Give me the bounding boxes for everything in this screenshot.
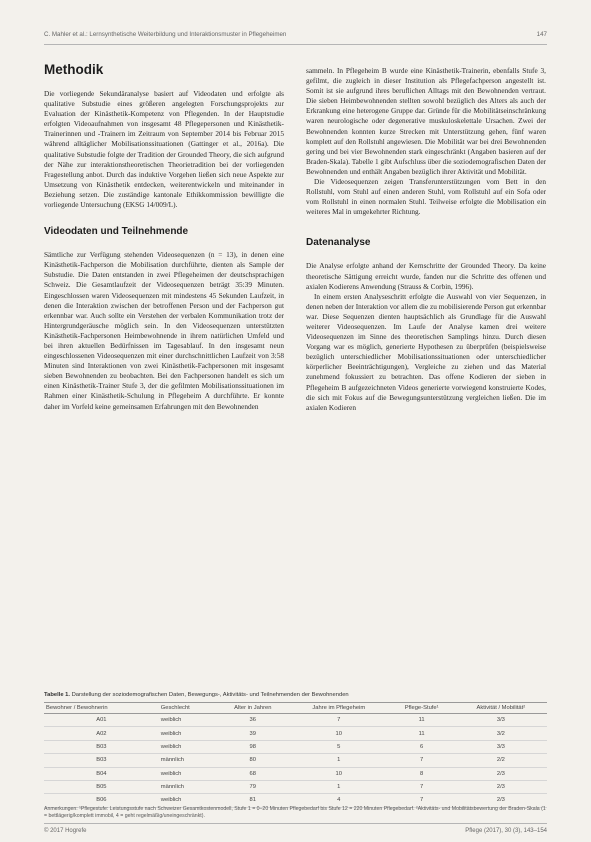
table-cell: weiblich <box>159 794 217 807</box>
table-row <box>44 740 547 753</box>
table-cell: B06 <box>44 794 159 807</box>
section-title-datenanalyse: Datenanalyse <box>306 237 371 249</box>
table-cell: 98 <box>217 740 289 753</box>
table-cell: 7 <box>389 794 455 807</box>
table-row <box>44 767 547 780</box>
table-cell: 7 <box>389 780 455 793</box>
table-cell: männlich <box>159 754 217 767</box>
section-title-videodaten: Videodaten und Teilnehmende <box>44 226 189 238</box>
table-header-row <box>44 703 547 714</box>
table-row <box>44 727 547 740</box>
table-header-cell: Pflege-Stufe¹ <box>389 703 455 714</box>
footer-citation: Pflege (2017), 30 (3), 143–154 <box>465 828 547 834</box>
table-1 <box>44 692 547 808</box>
table-cell: 79 <box>217 780 289 793</box>
table-cell: weiblich <box>159 767 217 780</box>
table-cell: 68 <box>217 767 289 780</box>
table-cell: B05 <box>44 780 159 793</box>
section-title-methodik: Methodik <box>44 62 104 77</box>
table-cell: 3/3 <box>455 740 547 753</box>
header-rule <box>44 44 547 45</box>
table-row <box>44 780 547 793</box>
table-header-cell: Aktivität / Mobilität² <box>455 703 547 714</box>
footer-copyright: © 2017 Hogrefe <box>44 828 87 834</box>
table-cell: 2/3 <box>455 780 547 793</box>
right-paragraph-1: sammeln. In Pflegeheim B wurde eine Kinästhetik-Trainerin, ebenfalls Stufe 3, gefilmt, die zugleich in dieser Institution als Pflegefachperson angestellt ist. Somit ist sie aufgrund ihres beruflichen Alltags mit den Bewohnenden vertraut. Die sieben Heimbewohnenden stellten sowohl bezüglich des Alters als auch der Erkrankung eine heterogene Gruppe dar. Gründe für die Mobilitätseinschränkung waren neurologische oder degenerative muskuloskelettale Ursachen. Zwei der Bewohnenden konnten kurze Strecken mit Unterstützung gehen, fünf waren komplett auf den Rollstuhl angewiesen. Die Mobilität war bei drei Bewohnenden gering und bei vier Bewohnenden stark eingeschränkt (Angaben basieren auf der Braden-Skala). Tabelle 1 gibt Aufschluss über die soziodemografischen Daten der Bewohnenden und enthält Angaben bezüglich ihrer Aktivität und Mobilität. <box>306 66 546 176</box>
table-cell: A02 <box>44 727 159 740</box>
right-column <box>306 66 546 413</box>
table-cell: 36 <box>217 714 289 727</box>
table-cell: 10 <box>289 727 389 740</box>
table-caption <box>44 692 547 698</box>
table-header-cell: Alter in Jahren <box>217 703 289 714</box>
table-cell: 6 <box>389 740 455 753</box>
table-cell: 7 <box>289 714 389 727</box>
left-column <box>44 62 284 412</box>
table-header-cell: Geschlecht <box>159 703 217 714</box>
table-cell: 1 <box>289 754 389 767</box>
running-head-title: C. Mahler et al.: Lernsynthetische Weiterbildung und Interaktionsmuster in Pflegeheimen <box>44 31 287 38</box>
table-cell: weiblich <box>159 714 217 727</box>
table-cell: 2/2 <box>455 754 547 767</box>
table-caption-text: Darstellung der soziodemografischen Daten, Bewegungs-, Aktivitäts- und Teilnehmenden der Bewohnenden <box>71 692 349 698</box>
table-row <box>44 714 547 727</box>
footer-rule <box>44 823 547 824</box>
page-footer <box>44 828 547 834</box>
table-cell: 39 <box>217 727 289 740</box>
table-cell: 8 <box>389 767 455 780</box>
table-caption-label: Tabelle 1. <box>44 692 70 698</box>
table-cell: 11 <box>389 727 455 740</box>
table-header-cell: Jahre im Pflegeheim <box>289 703 389 714</box>
table-cell: A01 <box>44 714 159 727</box>
datenanalyse-paragraph-2: In einem ersten Analyseschritt erfolgte die Auswahl von vier Sequenzen, in denen neben der Interaktion vor allem die zu mobilisierende Person gut erkennbar war. Diese Sequenzen dienten hauptsächlich als Grundlage für die Auswahl weiterer Videosequenzen. Im Laufe der Analyse kamen drei weitere Videosequenzen im Sinne des theoretischen Samplings hinzu. Durch diesen Vorgang war es möglich, generierte Hypothesen zu überprüfen (beispielsweise bezüglich unterschiedlicher Mobilisationssituationen oder unterschiedlicher körperlicher Beeinträchtigungen), Vergleiche zu ziehen und das Material zunehmend fokussiert zu betrachten. Das offene Kodieren der sieben in Pflegeheim B aufgezeichneten Videos generierte vorwiegend konstruierte Kodes, die sich mit Fokus auf die Bewegungsunterstützung vergleichen ließen. Die im axialen Kodieren <box>306 291 546 412</box>
page-number: 147 <box>536 31 547 38</box>
demographics-table <box>44 702 547 808</box>
datenanalyse-paragraph-1: Die Analyse erfolgte anhand der Kernschritte der Grounded Theory. Da keine theoretische Sättigung erreicht wurde, fanden nur die Schritte des offenen und axialen Kodierens Anwendung (Strauss & Corbin, 1996). <box>306 261 546 291</box>
table-cell: 2/3 <box>455 767 547 780</box>
table-cell: 10 <box>289 767 389 780</box>
table-header-cell: Bewohner / Bewohnerin <box>44 703 159 714</box>
table-cell: 5 <box>289 740 389 753</box>
table-cell: 11 <box>389 714 455 727</box>
table-cell: 2/3 <box>455 794 547 807</box>
table-cell: 3/3 <box>455 714 547 727</box>
table-row <box>44 754 547 767</box>
table-cell: 1 <box>289 780 389 793</box>
table-cell: B04 <box>44 767 159 780</box>
table-cell: 80 <box>217 754 289 767</box>
methodik-paragraph: Die vorliegende Sekundäranalyse basiert auf Videodaten und erfolgte als qualitative Substudie eines größeren angelegten Forschungsprojekts zur Evaluation der Kinästhetik-Kompetenz von Pflegenden. In der Hauptstudie erfolgten Videoaufnahmen von insgesamt 48 Pflegepersonen und Kinästhetik-Trainerinnen und -Trainern im Zeitraum von September 2014 bis Februar 2015 während alltäglicher Mobilisationssituationen (Gattinger et al., 2016a). Die qualitative Substudie folgte der Tradition der Grounded Theory, die sich aufgrund der Nähe zur interaktionstheoretischen Theorietradition bei der vorliegenden Fragestellung anbot. Durch das induktive Vorgehen ließen sich neue Aspekte zur Umsetzung von Kinästhetik entdecken, weiterentwickeln und miteinander in Beziehung setzen. Die zuständige kantonale Ethikkommission bewilligte die vorliegende Untersuchung (EKSG 14/009/L). <box>44 89 284 210</box>
table-footnote: Anmerkungen: ¹Pflegestufe: Leistungsstufe nach Schweizer Gesamtkostenmodell, Stufe 1 = 0–20 Minuten Pflegebedarf bis Stufe 12 = 220 Minuten Pflegebedarf. ²Aktivitäts- und Mobilitätsbewertung der Braden-Skala (1 = bettlägerig/komplett immobil, 4 = geht regelmäßig/uneingeschränkt). <box>44 806 546 819</box>
running-head <box>44 31 547 38</box>
table-cell: 81 <box>217 794 289 807</box>
right-paragraph-2: Die Videosequenzen zeigen Transferunterstützungen vom Bett in den Rollstuhl, vom Stuhl auf einen anderen Stuhl, vom Rollstuhl auf ein Sofa oder vom Rollstuhl in einen normalen Stuhl. Teilweise erfolgte die Mobilisation ein weiteres Mal in umgekehrter Richtung. <box>306 177 546 217</box>
videodaten-paragraph: Sämtliche zur Verfügung stehenden Videosequenzen (n = 13), in denen eine Kinästhetik-Fachperson die Mobilisation durchführte, dienten als Sample der Substudie. Die Daten entstanden in zwei Pflegeheimen der deutschsprachigen Schweiz. Die Gesamtlaufzeit der Videosequenzen beträgt 35:39 Minuten. Eingeschlossen waren Videosequenzen mit mindestens 45 Sekunden Laufzeit, in denen die Interaktion zwischen der betroffenen Person und der Fachperson gut erkennbar war. Auch sollte ein Verstehen der verbalen Kommunikation trotz der Hintergrundgeräusche möglich sein. In den Videosequenzen unterstützten Kinästhetik-Fachpersonen Heimbewohnende in ihrem natürlichen Umfeld und bei ihren aktuellen Bedürfnissen im Tagesablauf. In den insgesamt neun eingeschlossenen Videosequenzen mit einer durchschnittlichen Laufzeit von 3:58 Minuten sind Interaktionen von zwei Kinästhetik-Fachpersonen mit insgesamt sieben Bewohnenden zu beobachten. Bei den Fachpersonen handelt es sich um einen Kinästhetik-Trainer Stufe 3, der die gefilmten Mobilisationssituationen im Rahmen einer Kinästhetik-Schulung in Pflegeheim A durchführte. Er konnte daher im Vorfeld keine gemeinsamen Erfahrungen mit den Bewohnenden <box>44 250 284 411</box>
table-cell: 3/2 <box>455 727 547 740</box>
table-cell: weiblich <box>159 740 217 753</box>
table-cell: B03 <box>44 754 159 767</box>
table-cell: 7 <box>389 754 455 767</box>
table-cell: 4 <box>289 794 389 807</box>
table-cell: männlich <box>159 780 217 793</box>
table-cell: weiblich <box>159 727 217 740</box>
table-cell: B03 <box>44 740 159 753</box>
